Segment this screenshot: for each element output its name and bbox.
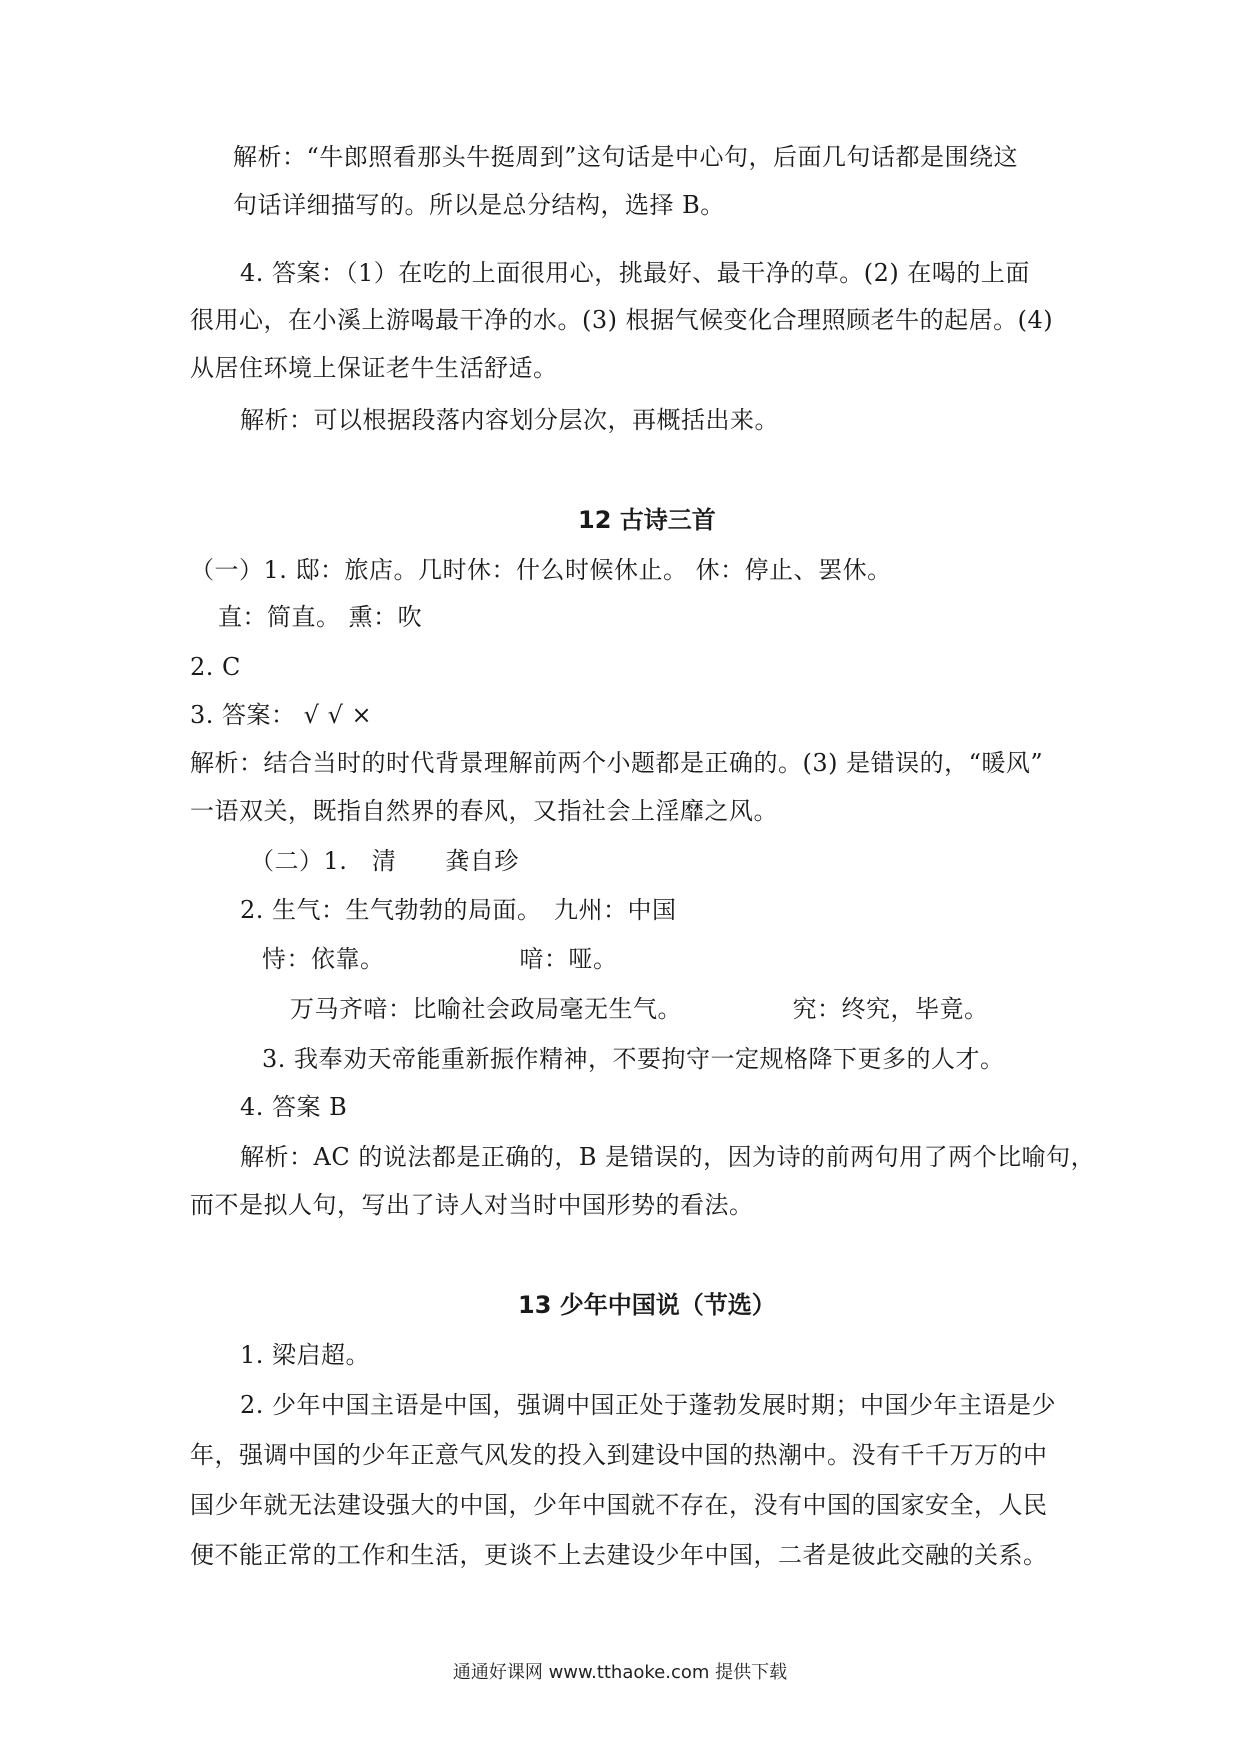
intro-line-3: 4. 答案：（1）在吃的上面很用心，挑最好、最干净的草。(2) 在喝的上面 [240, 259, 1030, 287]
intro-line-5: 从居住环境上保证老牛生活舒适。 [190, 354, 558, 382]
s12-line-14: 而不是拟人句，写出了诗人对当时中国形势的看法。 [190, 1191, 754, 1219]
intro-line-2: 句话详细描写的。所以是总分结构，选择 B。 [233, 191, 725, 219]
s13-line-4: 国少年就无法建设强大的中国，少年中国就不存在，没有中国的国家安全，人民 [190, 1491, 1048, 1519]
s12-line-2: 直：简直。 熏：吹 [218, 603, 423, 631]
s12-line-6: 一语双关，既指自然界的春风，又指社会上淫靡之风。 [190, 797, 778, 825]
s12-line-3: 2. C [190, 653, 241, 681]
s13-line-3: 年，强调中国的少年正意气风发的投入到建设中国的热潮中。没有千千万万的中 [190, 1441, 1048, 1469]
footer-credit: 通通好课网 www.tthaoke.com 提供下载 [452, 1662, 788, 1683]
s12-line-5: 解析：结合当时的时代背景理解前两个小题都是正确的。(3) 是错误的，“暖风” [190, 749, 1044, 777]
s12-line-7: （二）1. 清 龚自珍 [250, 847, 519, 875]
s12-line-12: 4. 答案 B [240, 1093, 348, 1121]
section-title-12: 12 古诗三首 [578, 506, 716, 534]
s12-line-4: 3. 答案： √ √ × [190, 701, 373, 729]
s13-line-2: 2. 少年中国主语是中国，强调中国正处于蓬勃发展时期；中国少年主语是少 [240, 1391, 1057, 1419]
intro-line-4: 很用心，在小溪上游喝最干净的水。(3) 根据气候变化合理照顾老牛的起居。(4) [190, 306, 1054, 334]
s12-line-13: 解析：AC 的说法都是正确的，B 是错误的，因为诗的前两句用了两个比喻句， [240, 1143, 1096, 1171]
s12-line-1: （一）1. 邸：旅店。几时休：什么时候休止。 休：停止、罢休。 [190, 556, 892, 584]
s12-line-11: 3. 我奉劝天帝能重新振作精神，不要拘守一定规格降下更多的人才。 [262, 1045, 1005, 1073]
s12-line-8: 2. 生气：生气勃勃的局面。 九州：中国 [240, 896, 677, 924]
intro-line-6: 解析：可以根据段落内容划分层次，再概括出来。 [240, 406, 779, 434]
s12-line-9: 恃：依靠。 喑：哑。 [262, 945, 618, 973]
section-title-13: 13 少年中国说（节选） [518, 1291, 776, 1319]
intro-line-1: 解析：“牛郎照看那头牛挺周到”这句话是中心句，后面几句话都是围绕这 [233, 143, 1019, 171]
s13-line-1: 1. 梁启超。 [240, 1341, 371, 1369]
s13-line-5: 便不能正常的工作和生活，更谈不上去建设少年中国，二者是彼此交融的关系。 [190, 1541, 1048, 1569]
s12-line-10: 万马齐喑：比喻社会政局毫无生气。 究：终究，毕竟。 [290, 995, 989, 1023]
